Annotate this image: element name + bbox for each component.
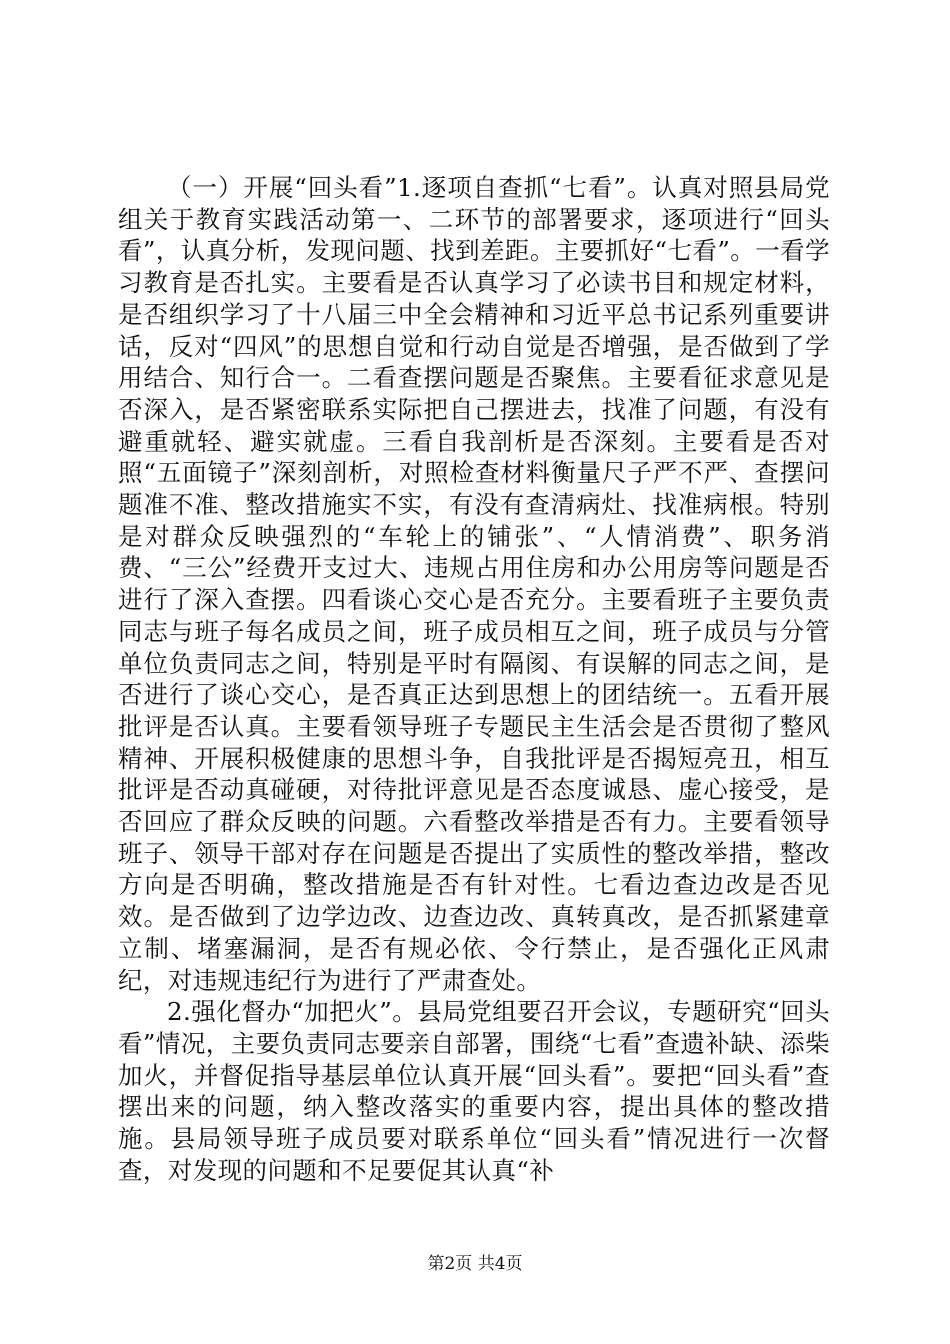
document-body <box>118 172 830 1187</box>
paragraph-2: 2.强化督办“加把火”。县局党组要召开会议，专题研究“回头看”情况，主要负责同志要亲自部署，围绕“七看”查遗补缺、添柴加火，并督促指导基层单位认真开展“回头看”。要把“回头看”查摆出来的问题，纳入整改落实的重要内容，提出具体的整改措施。县局领导班子成员要对联系单位“回头看”情况进行一次督查，对发现的问题和不足要促其认真“补 <box>118 997 830 1185</box>
paragraph-1: （一）开展“回头看”1.逐项自查抓“七看”。认真对照县局党组关于教育实践活动第一、二环节的部署要求，逐项进行“回头看”，认真分析，发现问题、找到差距。主要抓好“七看”。一看学习教育是否扎实。主要看是否认真学习了必读书目和规定材料，是否组织学习了十八届三中全会精神和习近平总书记系列重要讲话，反对“四风”的思想自觉和行动自觉是否增强，是否做到了学用结合、知行合一。二看查摆问题是否聚焦。主要看征求意见是否深入，是否紧密联系实际把自己摆进去，找准了问题，有没有避重就轻、避实就虚。三看自我剖析是否深刻。主要看是否对照“五面镜子”深刻剖析，对照检查材料衡量尺子严不严、查摆问题准不准、整改措施实不实，有没有查清病灶、找准病根。特别是对群众反映强烈的“车轮上的铺张”、“人情消费”、职务消费、“三公”经费开支过大、违规占用住房和办公用房等问题是否进行了深入查摆。四看谈心交心是否充分。主要看班子主要负责同志与班子每名成员之间，班子成员相互之间，班子成员与分管单位负责同志之间，特别是平时有隔阂、有误解的同志之间，是否进行了谈心交心，是否真正达到思想上的团结统一。五看开展批评是否认真。主要看领导班子专题民主生活会是否贯彻了整风精神、开展积极健康的思想斗争，自我批评是否揭短亮丑，相互批评是否动真碰硬，对待批评意见是否态度诚恳、虚心接受，是否回应了群众反映的问题。六看整改举措是否有力。主要看领导班子、领导干部对存在问题是否提出了实质性的整改举措，整改方向是否明确，整改措施是否有针对性。七看边查边改是否见效。是否做到了边学边改、边查边改、真转真改，是否抓紧建章立制、堵塞漏洞，是否有规必依、令行禁止，是否强化正风肃纪，对违规违纪行为进行了严肃查处。 <box>118 173 830 995</box>
page-number: 第2页 共4页 <box>427 1254 523 1274</box>
